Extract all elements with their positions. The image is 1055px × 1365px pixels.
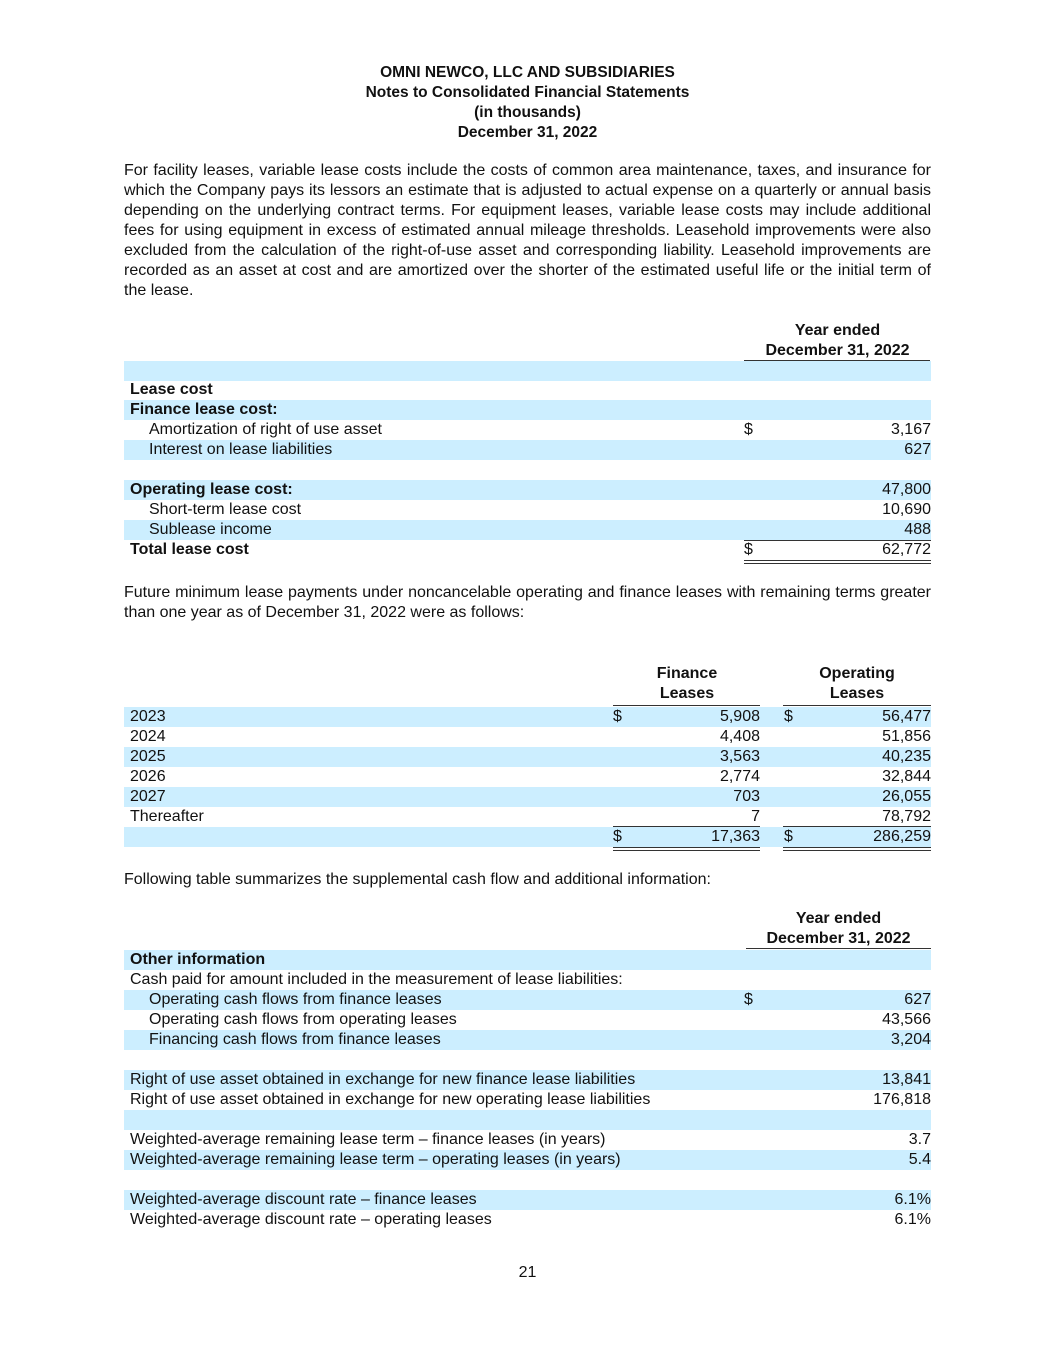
total-double-line: [613, 847, 760, 851]
table-row: Operating cash flows from finance leases $ 627: [124, 990, 931, 1010]
table-row: Interest on lease liabilities 627: [124, 440, 931, 460]
table-row: Right of use asset obtained in exchange for new operating lease liabilities 176,818: [130, 1091, 931, 1108]
operating-leases-header: Operating Leases: [819, 665, 895, 702]
table-row: Right of use asset obtained in exchange for new finance lease liabilities 13,841: [124, 1070, 931, 1090]
table-row: Amortization of right of use asset $ 3,167: [149, 421, 931, 438]
table-row-total: Total lease cost $ 62,772: [130, 541, 931, 558]
table-row: Cash paid for amount included in the measurement of lease liabilities:: [130, 971, 623, 988]
table-row: 2026 2,774 32,844: [130, 768, 931, 785]
finance-leases-header: Finance Leases: [656, 665, 718, 702]
header-underline: [783, 705, 931, 706]
supplemental-paragraph: Following table summarizes the supplemental cash flow and additional information:: [124, 871, 711, 888]
table-row: Operating cash flows from operating leases 43,566: [149, 1011, 931, 1028]
table-row-total: $ 17,363 $ 286,259: [124, 827, 931, 847]
table-row: Weighted-average discount rate – operating leases 6.1%: [130, 1211, 931, 1228]
table-row: Operating lease cost: 47,800: [124, 480, 931, 500]
total-double-line: [744, 560, 931, 564]
table-row: Financing cash flows from finance leases 3,204: [124, 1030, 931, 1050]
company-name: OMNI NEWCO, LLC AND SUBSIDIARIES: [380, 64, 675, 81]
lease-cost-col-header: Year ended December 31, 2022: [765, 322, 910, 359]
table-row: Lease cost: [130, 381, 213, 398]
table-row-spacer: [124, 1110, 931, 1130]
table-row-spacer: [124, 361, 931, 381]
units-note: (in thousands): [474, 104, 581, 121]
document-subtitle: Notes to Consolidated Financial Statements: [365, 84, 690, 101]
supplemental-col-header: Year ended December 31, 2022: [766, 910, 911, 947]
table-row: Sublease income 488: [124, 520, 931, 540]
table-row: Other information: [124, 950, 931, 970]
header-underline: [613, 705, 760, 706]
table-row: 2024 4,408 51,856: [130, 728, 931, 745]
table-row: 2027 703 26,055: [124, 787, 931, 807]
future-payments-paragraph: Future minimum lease payments under noncancelable operating and finance leases with remaining terms greater than one year as of December 31, 2022 were as follows:: [124, 584, 931, 621]
table-row: Weighted-average remaining lease term – operating leases (in years) 5.4: [124, 1150, 931, 1170]
table-row: Finance lease cost:: [124, 400, 931, 420]
table-row: 2023 $ 5,908 $ 56,477: [124, 707, 931, 727]
header-underline: [746, 948, 931, 949]
statement-date: December 31, 2022: [457, 124, 598, 141]
intro-paragraph: For facility leases, variable lease costs include the costs of common area maintenance, taxes, and insurance for which the Company pays its lessors an estimate that is adjusted to actual expense on a quarterly or annual basis depending on the underlying contract terms. For equipment leases, variable lease costs may include additional fees for using equipment in excess of estimated annual mileage thresholds. Leasehold improvements were also excluded from the calculation of the right-of-use asset and corresponding liability. Leasehold improvements are recorded as an asset at cost and are amortized over the shorter of the estimated useful life or the initial term of the lease.: [124, 162, 931, 299]
total-double-line: [783, 847, 931, 851]
table-row: Thereafter 7 78,792: [130, 808, 931, 825]
document-header: [124, 63, 931, 143]
table-row: 2025 3,563 40,235: [124, 747, 931, 767]
table-row: Weighted-average discount rate – finance leases 6.1%: [124, 1190, 931, 1210]
page-number: 21: [518, 1264, 537, 1281]
table-row: Weighted-average remaining lease term – finance leases (in years) 3.7: [130, 1131, 931, 1148]
table-row: Short-term lease cost 10,690: [149, 501, 931, 518]
